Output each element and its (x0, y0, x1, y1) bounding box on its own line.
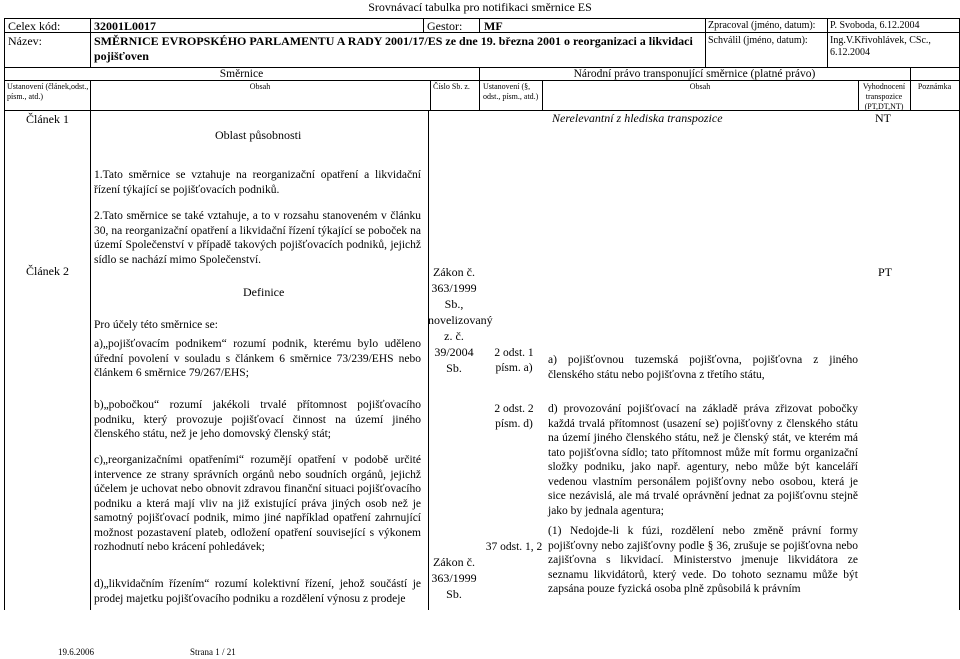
definition-c: c)„reorganizačními opatřeními“ rozumějí opatření v podobě určité intervence ze strany správních orgánů nebo soudních orgánů, jejichž účelem je uchovat nebo obnovit zdravou finanční situaci pojišťovacího podniku a která mají vliv na již existující práva jiných osob než je samotný pojišťovací podnik, mimo jiné například opatření zahrnující možnost pozastavení plateb, odložení opatření související s výkonem rozhodnutí nebo krácení pohledávek; (94, 454, 421, 553)
footer-date: 19.6.2006 (58, 647, 94, 657)
clanek-2-label: Článek 2 (26, 264, 69, 278)
gestor-label: Gestor: (427, 19, 463, 33)
ustanoveni-left-header: Ustanovení (článek,odst., písm., atd.) (7, 82, 89, 101)
schvalil-label: Schválil (jméno, datum): (708, 35, 808, 46)
celex-label: Celex kód: (8, 19, 61, 33)
pro-ucely-text: Pro účely této směrnice se: (94, 319, 218, 331)
definice-heading: Definice (243, 285, 285, 299)
nerelevantni-text: Nerelevantní z hlediska transpozice (552, 111, 723, 125)
nazev-label: Název: (8, 34, 42, 48)
ustanoveni-2d: 2 odst. 2 písm. d) (494, 403, 534, 430)
ustanoveni-right-header: Ustanovení (§, odst., písm., atd.) (483, 82, 539, 101)
nt-value: NT (875, 111, 891, 125)
clanek-1-paragraph-2: 2.Tato směrnice se také vztahuje, a to v rozsahu stanoveném v článku 30, na reorganizační opatření a likvidační řízení týkající se poboček na území Společenství v případě takových pojišťovacích podniků, jejichž sídlo se nachází mimo Společenství. (94, 210, 421, 266)
footer-page: Strana 1 / 21 (190, 647, 236, 657)
obsah-2d: d) provozování pojišťovací na základě práva zřizovat pobočky každá trvalá přítomnost (usazení se) pojišťovny z členského státu na území jiného členského státu, než je členský stát, ve kterém má tato pojišťovna sídlo; tato přítomnost může mít formu organizační složky podniku, jako např. agentury, nebo může být kanceláří vedenou vlastním personálem pojišťovny nebo osobou, která je sice nezávislá, ale má trvalé oprávnění jednat za pojišťovnu stejně jako by jednala agentura; (548, 403, 858, 517)
poznamka-header: Poznámka (917, 82, 952, 91)
schvalil-value: Ing.V.Křivohlávek, CSc., 6.12.2004 (830, 35, 931, 58)
obsah-right-header: Obsah (689, 82, 711, 91)
zakon-reference-2: Zákon č. 363/1999 Sb. (431, 555, 477, 601)
definition-d: d)„likvidačním řízením“ rozumí kolektivní řízení, jehož součástí je prodej majetku pojišťovacího podniku a rozdělení výnosu z prodeje (94, 578, 421, 605)
pt-value: PT (878, 265, 893, 279)
ustanoveni-37: 37 odst. 1, 2 (485, 541, 543, 553)
obsah-37: (1) Nedojde-li k fúzi, rozdělení nebo změně právní formy pojišťovny nebo zajišťovny podle § 36, zrušuje se pojišťovna nebo zajišťovna s likvidací. Ministerstvo jmenuje likvidátora ze seznamu likvidátorů, který vede. Do tohoto seznamu může být zapsána pouze fyzická osoba plně způsobilá k právním (548, 525, 858, 595)
smernice-header: Směrnice (219, 68, 264, 80)
vyhodnoceni-header: Vyhodnocení transpozice (PT,DT,NT) (862, 82, 906, 111)
definition-a: a)„pojišťovacím podnikem“ rozumí podnik, kterému bylo uděleno úřední povolení v souladu s článkem 6 směrnice 73/239/EHS nebo článkem 6 směrnice 79/267/EHS; (94, 338, 421, 379)
ustanoveni-2a: 2 odst. 1 písm. a) (494, 347, 534, 374)
zpracoval-value: P. Svoboda, 6.12.2004 (830, 20, 920, 31)
definition-b: b)„pobočkou“ rozumí jakékoli trvalé přítomnost pojišťovacího podniku, který provozuje pojišťovací činnost na území jiného členského státu, než je jeho domovský členský stát; (94, 399, 421, 440)
cislo-sb-header: Číslo Sb. z. (433, 82, 470, 91)
clanek-1-label: Článek 1 (26, 112, 69, 126)
obsah-left-header: Obsah (249, 82, 271, 91)
gestor-value: MF (484, 19, 503, 33)
obsah-2a: a) pojišťovnou tuzemská pojišťovna, pojišťovna z jiného členského státu nebo pojišťovna z třetího státu, (548, 354, 858, 381)
oblast-heading: Oblast působnosti (215, 128, 302, 142)
narodni-header: Národní právo transponující směrnice (platné právo) (573, 68, 816, 80)
document-title: Srovnávací tabulka pro notifikaci směrnice ES (368, 0, 592, 14)
celex-value: 32001L0017 (94, 19, 157, 33)
nazev-value: SMĚRNICE EVROPSKÉHO PARLAMENTU A RADY 2001/17/ES ze dne 19. března 2001 o reorganizaci a likvidaci pojišťoven (94, 34, 693, 63)
clanek-1-paragraph-1: 1.Tato směrnice se vztahuje na reorganizační opatření a likvidační řízení týkající se pojišťovacích podniků. (94, 169, 421, 196)
zpracoval-label: Zpracoval (jméno, datum): (708, 20, 816, 31)
zakon-reference-1: Zákon č. 363/1999 Sb., novelizovaný z. č. 39/2004 Sb. (428, 265, 493, 375)
